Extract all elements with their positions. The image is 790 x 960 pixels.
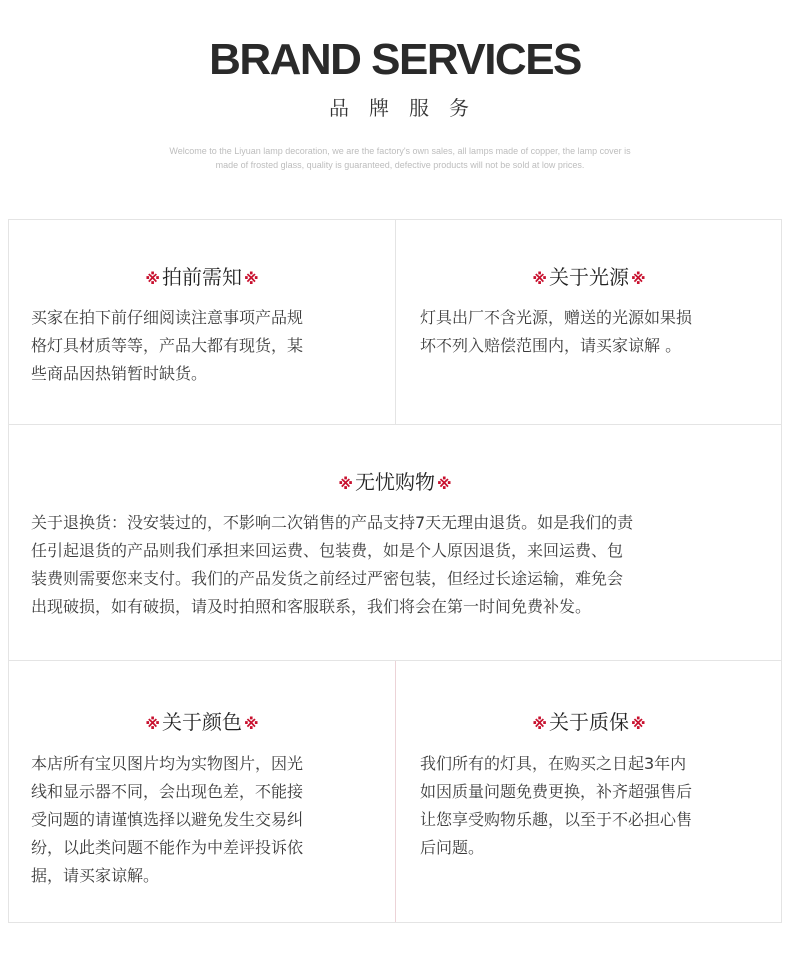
section-title: 关于颜色 xyxy=(162,710,242,734)
text-line: 灯具出厂不含光源，赠送的光源如果损 xyxy=(420,308,693,327)
section-text xyxy=(31,509,633,621)
section-heading xyxy=(9,468,781,498)
text-line: 据，请买家谅解。 xyxy=(31,866,160,885)
section-text xyxy=(420,750,692,862)
section-heading xyxy=(9,263,395,293)
text-line: 出现破损，如有破损，请及时拍照和客服联系，我们将会在第一时间免费补发。 xyxy=(31,597,592,616)
panel-row-top xyxy=(8,219,782,425)
panel-worry-free-shopping xyxy=(8,424,782,661)
description-line: Welcome to the Liyuan lamp decoration, we are the factory's own sales, all lamps made of copper, the lamp cover is xyxy=(169,146,631,156)
page-title: BRAND SERVICES xyxy=(209,35,581,84)
text-line: 本店所有宝贝图片均为实物图片，因光 xyxy=(31,754,304,773)
text-line: 格灯具材质等等，产品大都有现货，某 xyxy=(31,336,304,355)
description-line: made of frosted glass, quality is guaranteed, defective products will not be sold at low prices. xyxy=(215,160,585,170)
section-heading xyxy=(9,708,395,738)
section-warranty xyxy=(396,661,782,922)
section-title: 无忧购物 xyxy=(355,470,435,494)
section-before-purchase xyxy=(9,220,395,424)
text-line: 纷，以此类问题不能作为中差评投诉依 xyxy=(31,838,304,857)
decorative-mark-icon: ※ xyxy=(338,475,353,493)
decorative-mark-icon: ※ xyxy=(145,715,160,733)
section-title: 关于光源 xyxy=(549,265,629,289)
page-subtitle: 品牌服务 xyxy=(329,96,489,120)
text-line: 任引起退货的产品则我们承担来回运费、包装费，如是个人原因退货，来回运费、包 xyxy=(31,541,624,560)
text-line: 买家在拍下前仔细阅读注意事项产品规 xyxy=(31,308,304,327)
section-text xyxy=(31,750,303,890)
decorative-mark-icon: ※ xyxy=(631,715,646,733)
panel-row-bottom xyxy=(8,660,782,923)
text-line: 后问题。 xyxy=(420,838,485,857)
text-line: 线和显示器不同，会出现色差，不能接 xyxy=(31,782,304,801)
text-line: 关于退换货：没安装过的，不影响二次销售的产品支持7天无理由退货。如是我们的责 xyxy=(31,513,634,532)
decorative-mark-icon: ※ xyxy=(145,270,160,288)
decorative-mark-icon: ※ xyxy=(244,715,259,733)
text-line: 些商品因热销暂时缺货。 xyxy=(31,364,208,383)
text-line: 让您享受购物乐趣，以至于不必担心售 xyxy=(420,810,693,829)
section-text xyxy=(31,304,303,388)
section-text xyxy=(420,304,692,360)
section-light-source xyxy=(396,220,782,424)
section-title: 关于质保 xyxy=(549,710,629,734)
section-heading xyxy=(396,263,782,293)
text-line: 如因质量问题免费更换，补齐超强售后 xyxy=(420,782,693,801)
decorative-mark-icon: ※ xyxy=(437,475,452,493)
decorative-mark-icon: ※ xyxy=(244,270,259,288)
decorative-mark-icon: ※ xyxy=(631,270,646,288)
decorative-mark-icon: ※ xyxy=(532,715,547,733)
section-title: 拍前需知 xyxy=(162,265,242,289)
text-line: 坏不列入赔偿范围内，请买家谅解 。 xyxy=(420,336,682,355)
text-line: 装费则需要您来支付。我们的产品发货之前经过严密包装，但经过长途运输，难免会 xyxy=(31,569,624,588)
text-line: 我们所有的灯具，在购买之日起3年内 xyxy=(420,754,687,773)
section-color xyxy=(9,661,395,922)
text-line: 受问题的请谨慎选择以避免发生交易纠 xyxy=(31,810,304,829)
page-description xyxy=(140,144,660,172)
decorative-mark-icon: ※ xyxy=(532,270,547,288)
section-heading xyxy=(396,708,782,738)
